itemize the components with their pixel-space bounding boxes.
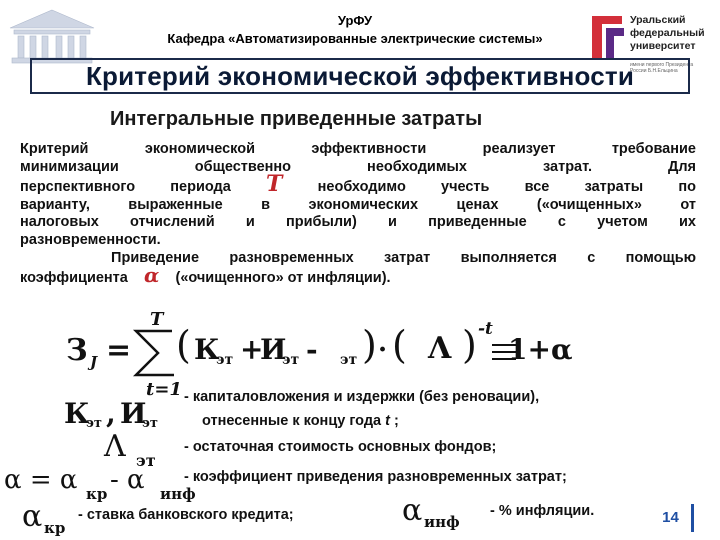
slide-subtitle: Интегральные приведенные затраты <box>110 108 483 130</box>
formula-region <box>0 305 720 540</box>
def-coefficient-text: - коэффициент приведения разновременных затрат; <box>184 469 567 485</box>
alpha-minus-inf: - α <box>110 465 145 495</box>
close-paren-3: ) <box>462 323 477 367</box>
alpha-kr-subscript: кр <box>86 485 108 503</box>
formula-dot: · <box>378 335 388 365</box>
def-alpha-inf-subscript: инф <box>424 513 460 531</box>
department-name: Кафедра «Автоматизированные электрические системы» <box>167 31 543 46</box>
def-k-symbol: К <box>64 397 90 430</box>
page-number: 14 <box>650 504 694 532</box>
def-alpha-inf-symbol: α <box>402 493 423 528</box>
def-alpha-kr-symbol: α <box>22 499 43 534</box>
logo-line-3: университет <box>630 40 696 52</box>
sum-lower-limit: t=1 <box>146 379 182 400</box>
paragraph-line <box>20 171 696 198</box>
def-lambda-subscript: эт <box>136 451 156 470</box>
term-capital: К <box>194 333 220 366</box>
discount-factor: Λ <box>428 331 452 366</box>
paragraph-line: Критерий экономической эффективности реализует требование <box>20 141 696 157</box>
paragraph-line: варианту, выраженные в экономических ценах («очищенных» от <box>20 196 696 213</box>
def-i-subscript: эт <box>142 416 158 431</box>
formula-equals: = <box>106 333 132 368</box>
term-capital-subscript: эт <box>216 352 234 368</box>
paragraph-line: разновременности. <box>20 231 161 248</box>
def-k-subscript: эт <box>86 416 102 431</box>
paragraph-line: Приведение разновременных затрат выполняется с помощью <box>20 249 696 266</box>
def-capital-text-2 <box>202 413 399 429</box>
logo-line-2: федеральный <box>630 27 705 39</box>
paragraph-fragment: необходимо учесть все затраты по <box>317 179 696 196</box>
def-lambda-symbol: Λ <box>104 429 126 464</box>
term-costs: И <box>260 333 287 366</box>
org-name: УрФУ <box>337 13 373 28</box>
paragraph-line <box>20 263 696 288</box>
paragraph-line: минимизации общественно необходимых затрат. Для <box>20 158 696 175</box>
formula-minus: - <box>306 333 318 366</box>
organization-block <box>120 12 590 48</box>
def-comma: , <box>106 397 116 430</box>
open-paren: ( <box>176 323 191 367</box>
alpha-inf-subscript: инф <box>160 485 196 503</box>
def-inflation-text: - % инфляции. <box>490 503 595 519</box>
close-paren: ) <box>362 323 377 367</box>
def-credit-rate-text: - ставка банковского кредита; <box>78 507 294 523</box>
paragraph-fragment: перспективного периода <box>20 179 231 196</box>
def-i-symbol: И <box>120 397 147 430</box>
alpha-equation: α = α <box>4 465 78 495</box>
term-residual-subscript: эт <box>340 352 358 368</box>
exponent: -t <box>478 319 493 339</box>
logo-line-1: Уральский <box>630 14 686 26</box>
paragraph-fragment: («очищенного» от инфляции). <box>175 270 391 287</box>
def-capital-text-2a: отнесенные к концу года <box>202 413 382 429</box>
paragraph-fragment: коэффициента <box>20 270 128 287</box>
sum-upper-limit: T <box>150 309 164 330</box>
def-residual-text: - остаточная стоимость основных фондов; <box>184 439 497 455</box>
open-paren-2: ( <box>392 323 407 367</box>
summation-icon <box>132 327 178 379</box>
def-capital-text: - капиталовложения и издержки (без реновации), <box>184 389 540 405</box>
def-alpha-kr-subscript: кр <box>44 519 66 537</box>
slide-title: Критерий экономической эффективности <box>30 58 690 94</box>
inflation-factor: 1+α <box>508 333 573 366</box>
logo-small-caption: имени первого Президента России Б.Н.Ельцина <box>630 62 694 74</box>
symbol-t: T <box>266 171 283 198</box>
def-capital-end: ; <box>394 413 399 429</box>
body-paragraph <box>20 141 696 288</box>
formula-plus: + <box>240 333 264 366</box>
symbol-alpha: α <box>143 263 160 288</box>
def-t-symbol: t <box>385 413 390 429</box>
formula-lhs-subscript: J <box>90 353 98 371</box>
formula-lhs: З <box>66 333 88 368</box>
paragraph-line: налоговых отчислений и прибыли) и приведенные с учетом их <box>20 214 696 231</box>
term-costs-subscript: эт <box>282 352 300 368</box>
